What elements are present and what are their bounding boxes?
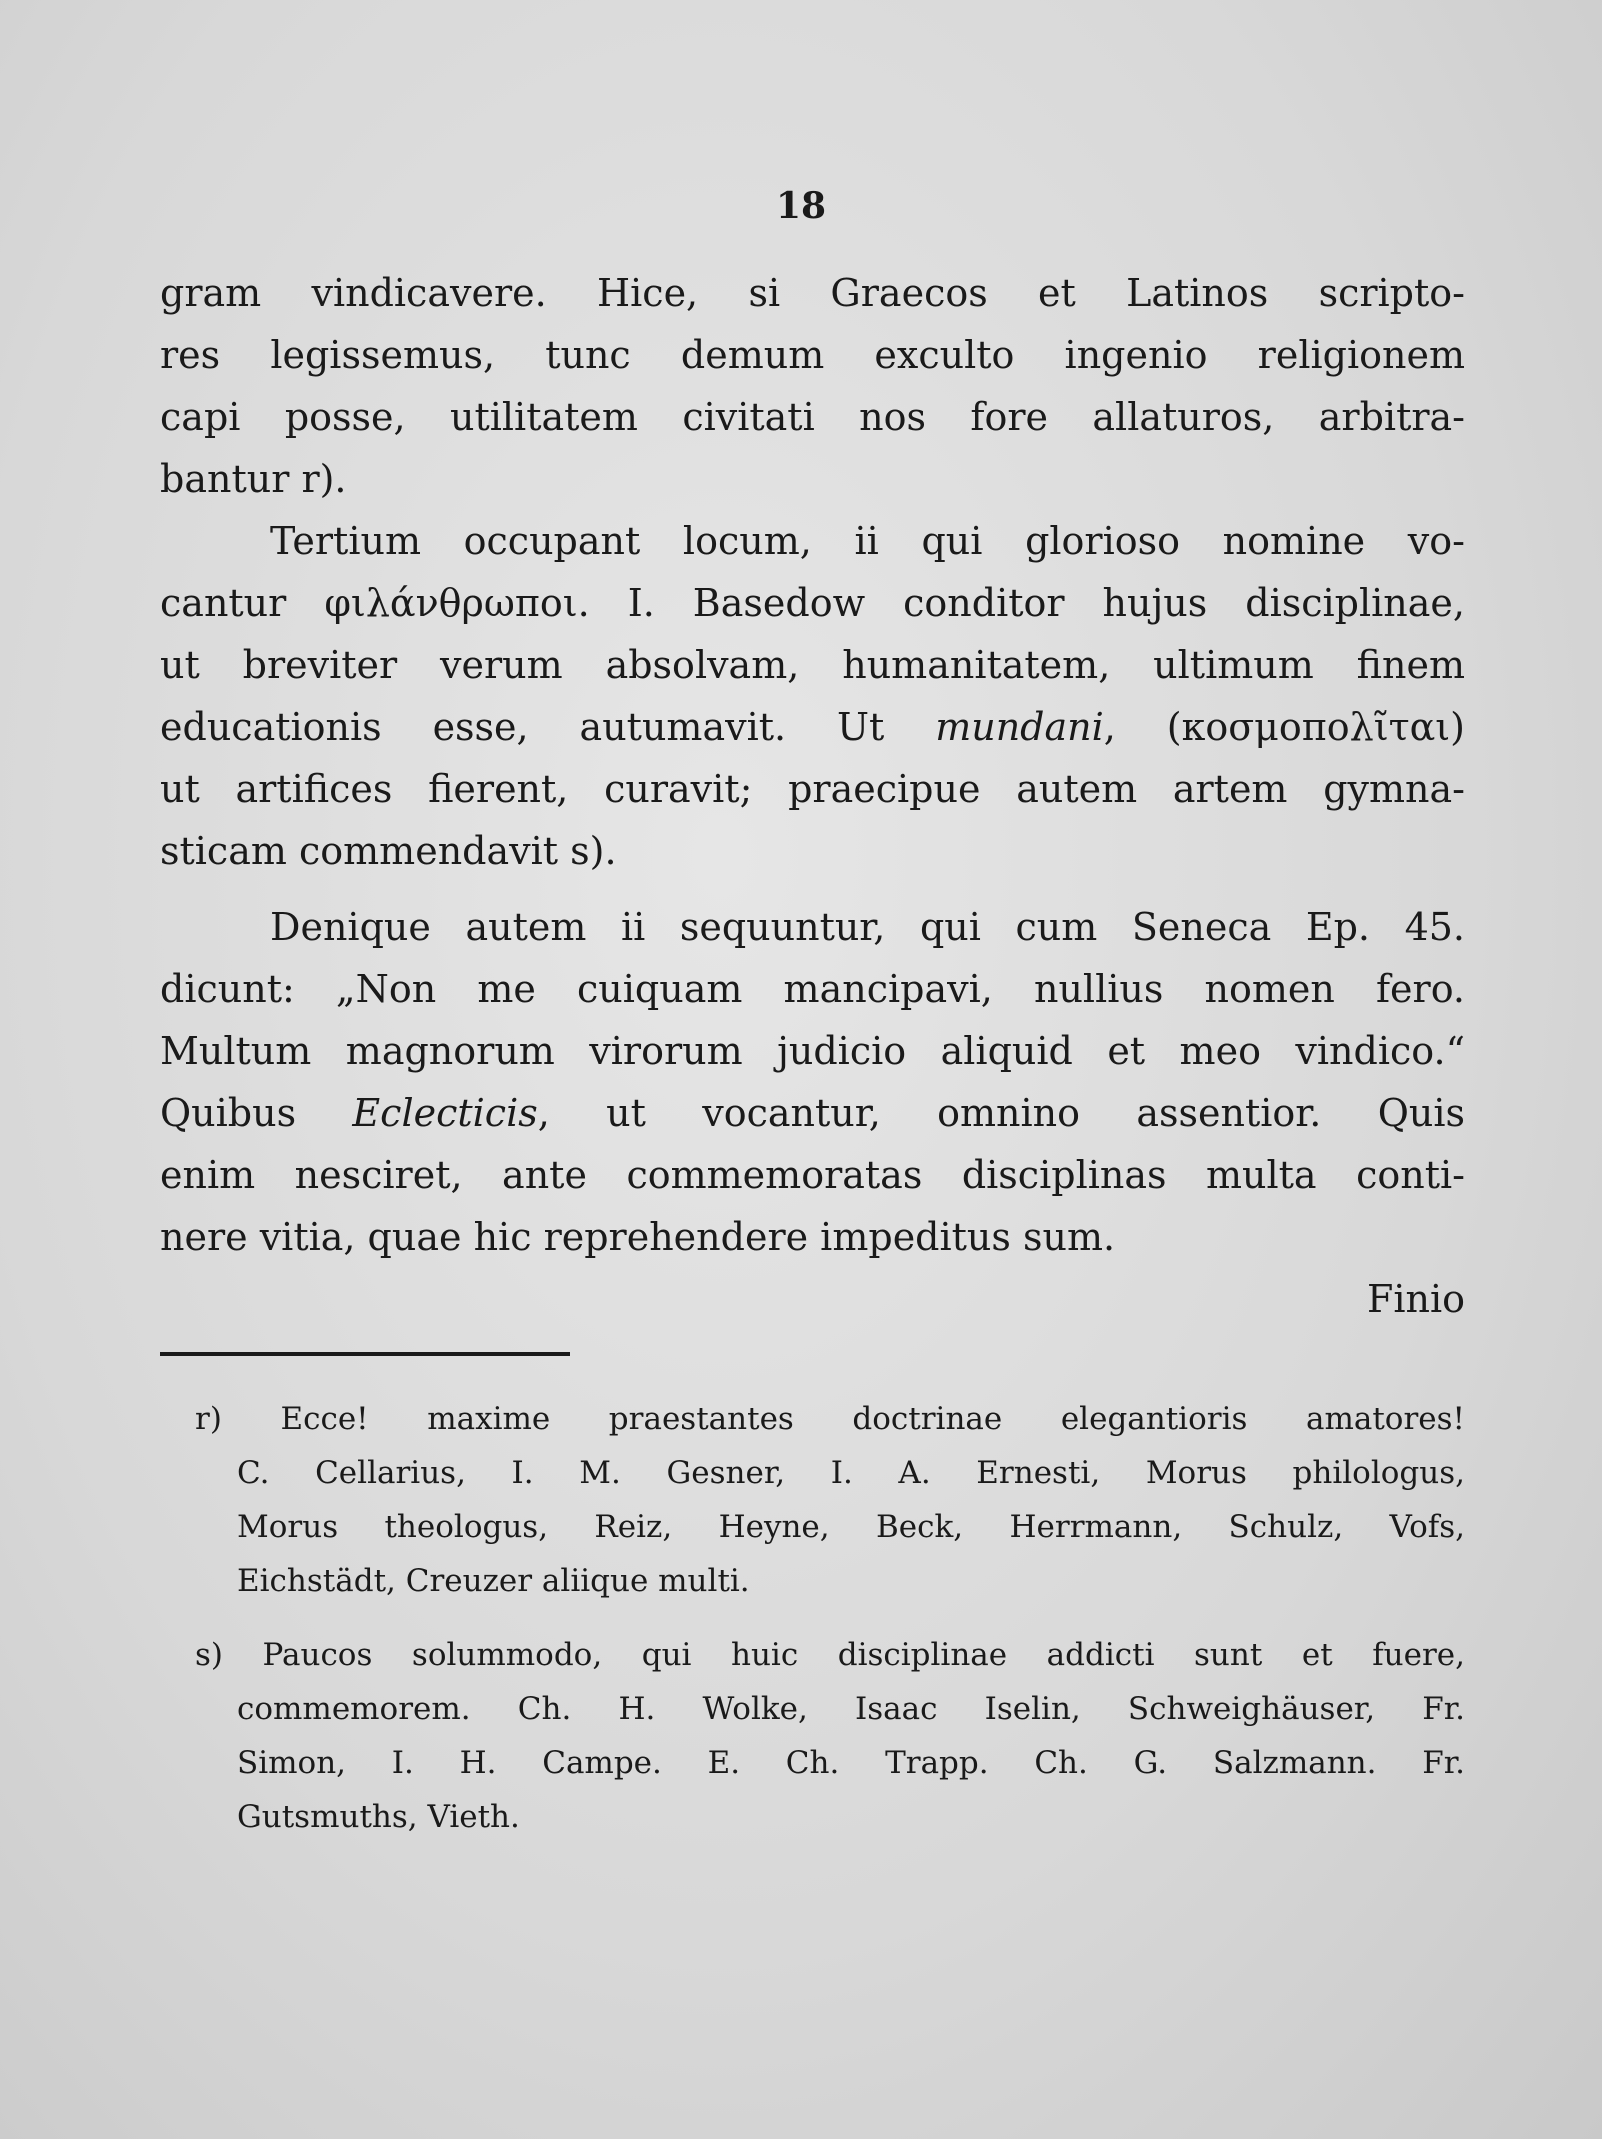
text-line: dicunt: „Non me cuiquam mancipavi, nullius nomen fero.: [160, 967, 1465, 1011]
text-line: Tertium occupant locum, ii qui glorioso nomine vo-: [270, 519, 1465, 563]
footnote-line: Gutsmuths, Vieth.: [237, 1799, 520, 1835]
footnote-line: Simon, I. H. Campe. E. Ch. Trapp. Ch. G. Salzmann. Fr.: [237, 1745, 1465, 1781]
footnote-line: commemorem. Ch. H. Wolke, Isaac Iselin, Schweighäuser, Fr.: [237, 1691, 1465, 1727]
footnote-rule: [160, 1352, 570, 1356]
text-line: enim nesciret, ante commemoratas disciplinas multa conti-: [160, 1153, 1465, 1197]
footnote-line: Morus theologus, Reiz, Heyne, Beck, Herrmann, Schulz, Vofs,: [237, 1509, 1465, 1545]
text-line: cantur φιλάνθρωποι. I. Basedow conditor hujus disciplinae,: [160, 581, 1465, 625]
text-line: bantur r).: [160, 457, 347, 501]
footnote-line: r) Ecce! maxime praestantes doctrinae elegantioris amatores!: [195, 1401, 1465, 1437]
text-line: educationis esse, autumavit. Ut mundani, (κοσμοπολῖται): [160, 705, 1466, 749]
footnote-line: s) Paucos solummodo, qui huic disciplinae addicti sunt et fuere,: [195, 1637, 1465, 1673]
main-text: [160, 262, 1465, 1330]
finio-word: Finio: [1366, 1277, 1465, 1321]
text-line: ut breviter verum absolvam, humanitatem, ultimum finem: [160, 643, 1465, 687]
page-number: 18: [775, 185, 827, 227]
footnote-line: Eichstädt, Creuzer aliique multi.: [237, 1563, 750, 1599]
text-line: sticam commendavit s).: [160, 829, 617, 873]
text-line: capi posse, utilitatem civitati nos fore allaturos, arbitra-: [160, 395, 1465, 439]
text-line: Denique autem ii sequuntur, qui cum Seneca Ep. 45.: [270, 905, 1465, 949]
footnote-line: C. Cellarius, I. M. Gesner, I. A. Ernesti, Morus philologus,: [237, 1455, 1465, 1491]
text-line: Multum magnorum virorum judicio aliquid et meo vindico.“: [160, 1029, 1465, 1073]
text-line: gram vindicavere. Hice, si Graecos et Latinos scripto-: [160, 271, 1465, 315]
footnotes: [195, 1392, 1465, 1844]
text-line: ut artifices fierent, curavit; praecipue autem artem gymna-: [160, 767, 1465, 811]
text-line: Quibus Eclecticis, ut vocantur, omnino assentior. Quis: [160, 1091, 1465, 1135]
text-line: res legissemus, tunc demum exculto ingenio religionem: [160, 333, 1465, 377]
text-line: nere vitia, quae hic reprehendere impeditus sum.: [160, 1215, 1116, 1259]
